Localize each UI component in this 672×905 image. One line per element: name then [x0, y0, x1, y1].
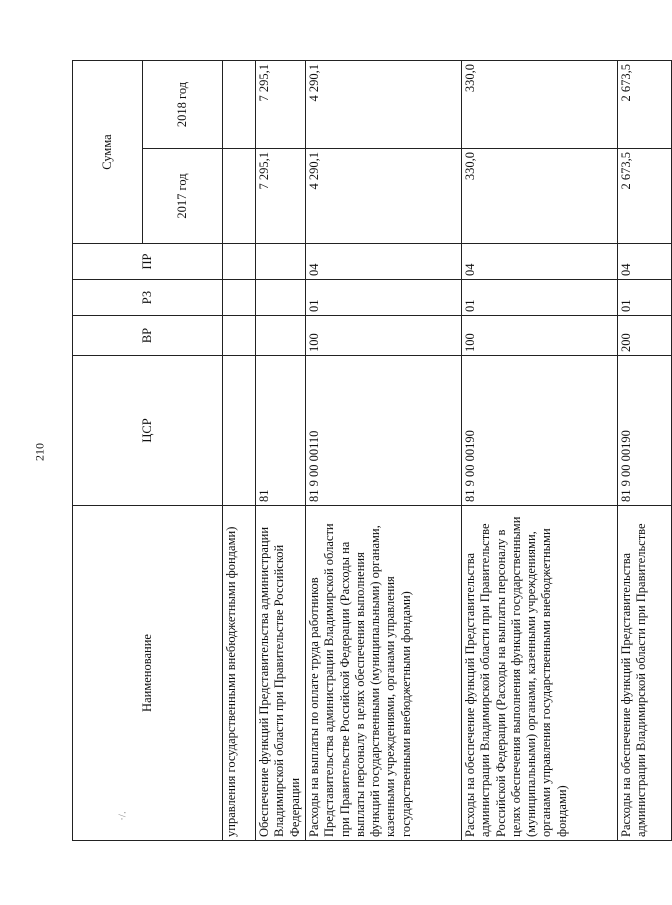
cell-2017 [223, 149, 256, 244]
margin-mark: ·/. [116, 811, 129, 821]
cell-2018 [223, 61, 256, 149]
page-number: 210 [32, 443, 47, 461]
table-row [462, 61, 618, 841]
cell-csr: 81 [256, 356, 306, 506]
cell-2017: 2 673,5 [618, 149, 672, 244]
cell-pr [256, 244, 306, 280]
header-csr: ЦСР [73, 356, 223, 506]
header-row-1 [73, 61, 143, 841]
table-row [256, 61, 306, 841]
cell-vr: 200 [618, 316, 672, 356]
cell-vr [223, 316, 256, 356]
cell-rz [256, 280, 306, 316]
cell-2018: 330,0 [462, 61, 618, 149]
cell-rz: 01 [306, 280, 462, 316]
cell-rz: 01 [618, 280, 672, 316]
cell-csr: 81 9 00 00110 [306, 356, 462, 506]
header-rz: РЗ [73, 280, 223, 316]
cell-name: управления государственными внебюджетными фондами) [223, 506, 256, 841]
cell-pr [223, 244, 256, 280]
header-sum: Сумма [73, 61, 143, 244]
cell-csr [223, 356, 256, 506]
cell-pr: 04 [462, 244, 618, 280]
cell-rz [223, 280, 256, 316]
cell-name: Расходы на выплаты по оплате труда работников Представительства администрации Владимирской области при Правительстве Российской Федерации (Расходы на выплаты персоналу в целях обеспечения выполнения функций государственными (муниципальными) органами, казенными учреждениями, органами управления государственными внебюджетными фондами) [306, 506, 462, 841]
cell-2018: 7 295,1 [256, 61, 306, 149]
cell-csr: 81 9 00 00190 [462, 356, 618, 506]
header-vr: ВР [73, 316, 223, 356]
header-pr: ПР [73, 244, 223, 280]
cell-2017: 7 295,1 [256, 149, 306, 244]
cell-vr [256, 316, 306, 356]
cell-rz: 01 [462, 280, 618, 316]
cell-2017: 4 290,1 [306, 149, 462, 244]
cell-csr: 81 9 00 00190 [618, 356, 672, 506]
cell-pr: 04 [306, 244, 462, 280]
cell-vr: 100 [306, 316, 462, 356]
budget-table-container [72, 61, 649, 841]
cell-2017: 330,0 [462, 149, 618, 244]
cell-vr: 100 [462, 316, 618, 356]
table-row [618, 61, 672, 841]
cell-name: Расходы на обеспечение функций Представительства администрации Владимирской области при Правительстве [618, 506, 672, 841]
table-row [306, 61, 462, 841]
table-row [223, 61, 256, 841]
cell-name: Обеспечение функций Представительства администрации Владимирской области при Правительстве Российской Федерации [256, 506, 306, 841]
cell-name: Расходы на обеспечение функций Представительства администрации Владимирской области при Правительстве Российской Федерации (Расходы на выплаты персоналу в целях обеспечения выполнения функций государственными (муниципальными) органами, казенными учреждениями, органами управления государственными внебюджетными фондами) [462, 506, 618, 841]
cell-pr: 04 [618, 244, 672, 280]
header-year-2018: 2018 год [143, 61, 223, 149]
cell-2018: 4 290,1 [306, 61, 462, 149]
cell-2018: 2 673,5 [618, 61, 672, 149]
header-name: Наименование [73, 506, 223, 841]
budget-table [72, 60, 672, 841]
header-year-2017: 2017 год [143, 149, 223, 244]
